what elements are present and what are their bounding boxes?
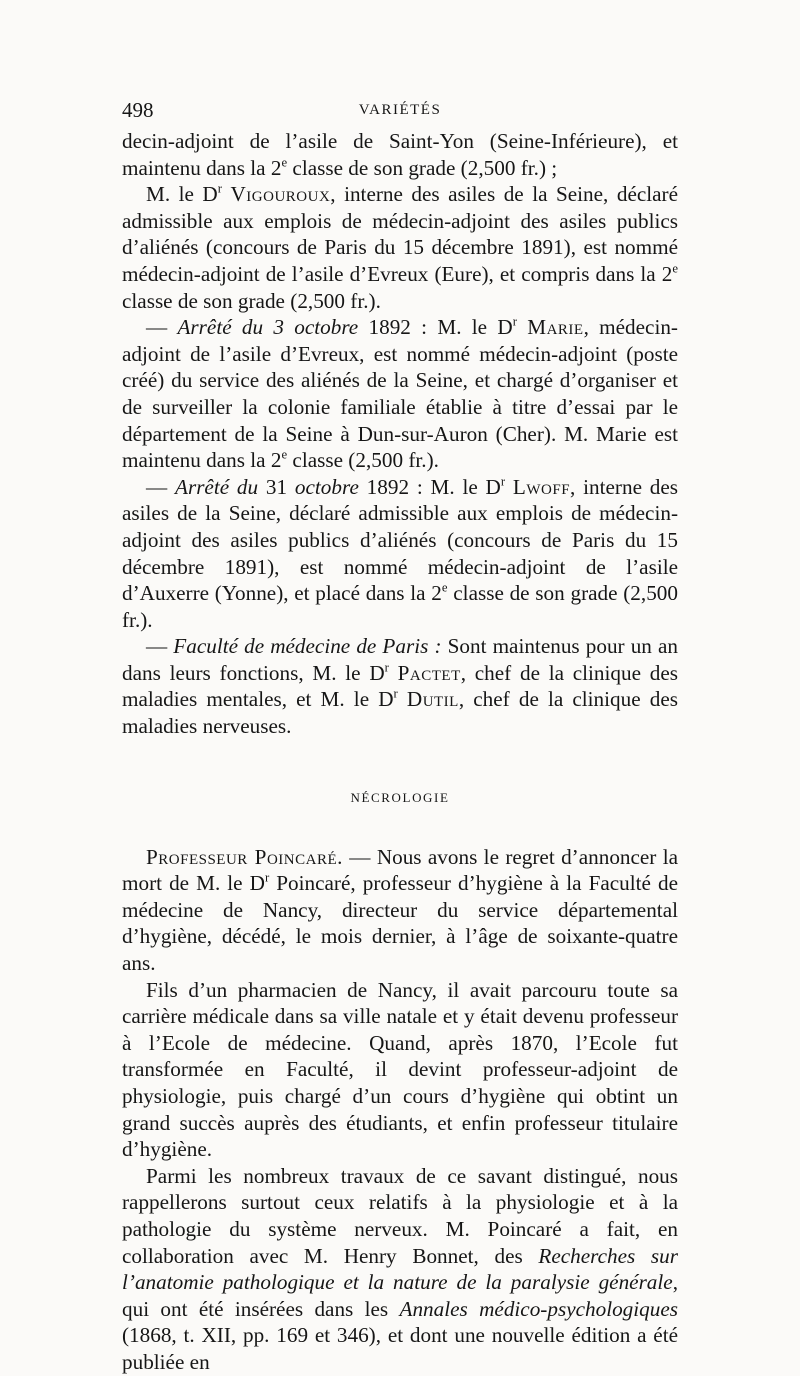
person-name: Marie [527,315,584,340]
person-name: Vigouroux [230,182,331,207]
page-number: 498 [122,98,154,122]
paragraph-vigouroux: M. le $D^r$ Vigouroux, interne des asiles de la Seine, déclaré admissible aux emplois de médecin-adjoint des asiles publics d’aliénés (concours de Paris du 15 décembre 1891), est nommé médecin-adjoint de l’asile d’Evreux (Eure), et compris dans la 2e classe de son grade (2,500 fr.). [122,181,679,313]
paragraph-faculte: — Faculté de médecine de Paris : Sont maintenus pour un an dans leurs fonctions, M. le $D^r$ Pactet, chef de la clinique des maladies mentales, et M. le $D^r$ Dutil, chef de la clinique des maladies nerveuses. [122,634,679,739]
paragraph-poincare: Professeur Poincaré. — Nous avons le regret d’annoncer la mort de M. le $D^r$ Poincaré, professeur d’hygiène à la Faculté de médecine de Nancy, directeur du service départemental d’hygiène, décédé, le mois dernier, à l’âge de soixante-quatre ans. [122,844,679,976]
paragraph-arrete-lwoff: — Arrêté du 31 octobre 1892 : M. le $D^r$ Lwoff, interne des asiles de la Seine, déclaré admissible aux emplois de médecin-adjoint des asiles publics d’aliénés (concours de Paris du 15 décembre 1891), est nommé médecin-adjoint de l’asile d’Auxerre (Yonne), et placé dans la 2e classe de son grade (2,500 fr.). [122,474,679,632]
person-name: Pactet [397,660,461,685]
paragraph-continuation: decin-adjoint de l’asile de Saint-Yon (Seine-Inférieure), et maintenu dans la 2e classe de son grade (2,500 fr.) ; [122,129,678,180]
paragraph-arrete-marie: — Arrêté du 3 octobre 1892 : M. le $D^r$ Marie, médecin-adjoint de l’asile d’Evreux, est nommé médecin-adjoint (poste créé) du service des aliénés de la Seine, et chargé d’organiser et de surveiller la colonie familiale établie à titre d’essai par le département de la Seine à Dun-sur-Auron (Cher). M. Marie est maintenu dans la 2e classe (2,500 fr.). [122,314,678,473]
page-body [122,128,678,1376]
paragraph-biography: Fils d’un pharmacien de Nancy, il avait parcouru toute sa carrière médicale dans sa ville natale et y était devenu professeur à l’Ecole de médecine. Quand, après 1870, l’Ecole fut transformée en Faculté, il devint professeur-adjoint de physiologie, puis chargé d’un cours d’hygiène qui obtint un grand succès auprès des étudiants, et enfin professeur titulaire d’hygiène. [122,977,678,1162]
running-head: VARIÉTÉS [358,102,442,118]
person-name: Lwoff [512,474,571,499]
paragraph-works: Parmi les nombreux travaux de ce savant distingué, nous rappellerons surtout ceux relatifs à la physiologie et à la pathologie du système nerveux. M. Poincaré a fait, en collaboration avec M. Henry Bonnet, des Recherches sur l’anatomie pathologique et la nature de la paralysie générale, qui ont été insérées dans les Annales médico-psychologiques (1868, t. XII, pp. 169 et 346), et dont une nouvelle édition a été publiée en [122,1163,678,1374]
section-title: NÉCROLOGIE [350,789,450,805]
person-name: Dutil [406,687,459,712]
obituary-heading: Professeur Poincaré. [146,844,343,869]
page-header [122,96,678,126]
